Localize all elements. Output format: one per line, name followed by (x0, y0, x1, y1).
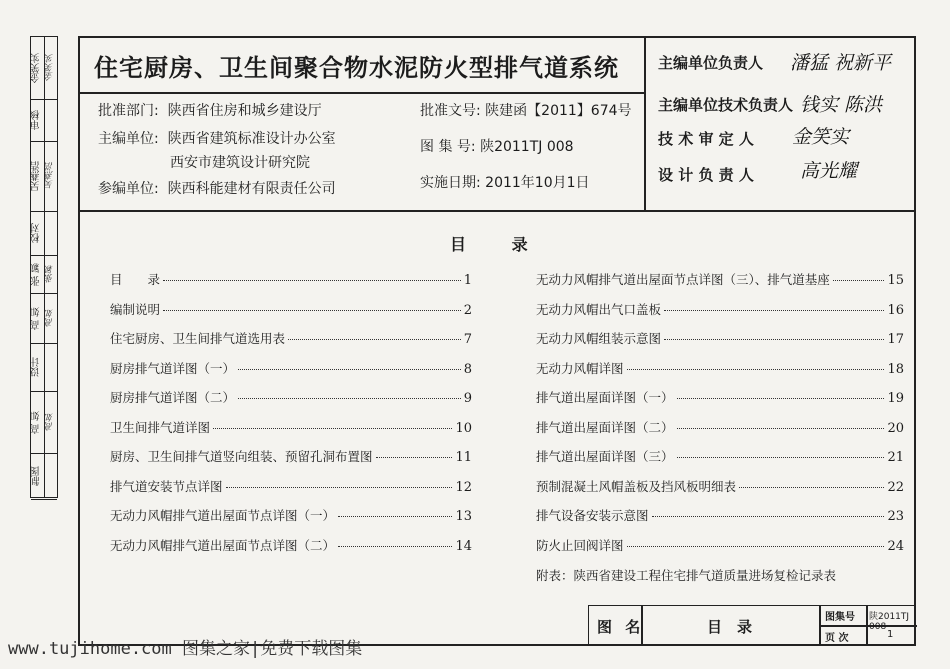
toc-page: 15 (887, 273, 904, 288)
leader-dots (677, 428, 885, 429)
leader-dots (163, 310, 461, 311)
side-label: 校对 (31, 223, 42, 243)
toc-title: 排气设备安装示意图 (536, 508, 649, 523)
toc-entry[interactable] (536, 270, 904, 288)
toc-page: 23 (887, 509, 904, 524)
side-label: 审核 (31, 110, 42, 130)
toc-page: 20 (887, 420, 904, 436)
toc-title: 无动力风帽详图 (536, 360, 624, 376)
label: 实施日期: (420, 175, 481, 191)
toc-entry[interactable] (536, 477, 904, 495)
toc-title: 排气道出屋面详图（一） (536, 390, 674, 405)
toc-entry[interactable] (110, 418, 472, 436)
side-label: 吴燕浩 (31, 161, 42, 191)
toc-page: 16 (887, 302, 904, 318)
toc-entry[interactable] (110, 300, 472, 318)
toc-page: 22 (887, 479, 904, 495)
doc-number: 陕建函【2011】674号 (485, 103, 632, 119)
toc-page: 9 (463, 391, 472, 406)
responsible-label: 主编单位负责人 (658, 54, 764, 72)
divider (644, 36, 646, 211)
side-signature: 张颖 (45, 265, 55, 283)
toc-title: 厨房排气道详图（一） (110, 360, 236, 376)
leader-dots (238, 398, 461, 399)
toc-title: 排气道出屋面详图（三） (536, 449, 674, 464)
leader-dots (664, 310, 884, 311)
responsible-label: 主编单位技术负责人 (658, 96, 794, 114)
leader-dots (226, 487, 453, 488)
label: 图 集 号: (420, 139, 476, 155)
toc-entry[interactable] (536, 536, 904, 554)
toc-entry[interactable] (110, 477, 472, 495)
toc-title: 编制说明 (110, 301, 161, 317)
toc-title: 无动力风帽排气道出屋面节点详图（一） (110, 508, 336, 523)
chief-unit-1: 陕西省建筑标准设计办公室 (167, 131, 336, 147)
label: 主编单位: (98, 131, 159, 147)
leader-dots (652, 516, 885, 517)
toc-page: 21 (887, 450, 904, 465)
toc-entry[interactable] (110, 506, 472, 524)
toc-page: 11 (455, 450, 472, 465)
watermark-footer: www.tujihome.com 图集之家|免费下载图集 (8, 639, 363, 659)
leader-dots (627, 369, 885, 370)
toc-page: 18 (887, 361, 904, 377)
label: 批准部门: (98, 103, 159, 119)
toc-entry[interactable] (110, 270, 472, 288)
leader-dots (376, 457, 453, 458)
chief-unit-2: 西安市建筑设计研究院 (170, 155, 310, 171)
appendix-text: 附表：陕西省建设工程住宅排气道质量进场复检记录表 (536, 568, 837, 583)
label: 参编单位: (98, 181, 159, 197)
toc-page: 19 (887, 391, 904, 406)
toc-entry[interactable] (536, 388, 904, 406)
signature: 钱实 陈洪 (800, 94, 883, 116)
toc-page: 8 (463, 361, 472, 377)
toc-title: 排气道安装节点详图 (110, 478, 223, 494)
toc-page: 17 (887, 332, 904, 347)
toc-title: 厨房排气道详图（二） (110, 390, 236, 405)
drawing-name-label: 图 名 (597, 618, 645, 636)
toc-title: 预制混凝土风帽盖板及挡风板明细表 (536, 478, 737, 494)
toc-title: 卫生间排气道详图 (110, 419, 211, 435)
signature: 金笑实 (792, 126, 850, 148)
leader-dots (677, 457, 885, 458)
atlas-number: 陕2011TJ 008 (480, 139, 574, 155)
side-label: 高 如 (31, 410, 42, 434)
page-title: 住宅厨房、卫生间聚合物水泥防火型排气道系统 (94, 54, 619, 82)
toc-page: 13 (455, 509, 472, 524)
toc-page: 24 (887, 538, 904, 554)
label: 批准文号: (420, 103, 481, 119)
effective-date: 2011年10月1日 (485, 175, 590, 191)
toc-page: 12 (455, 479, 472, 495)
side-signature: 高如 (45, 309, 55, 327)
toc-page: 10 (455, 420, 472, 436)
toc-title: 无动力风帽组装示意图 (536, 331, 662, 346)
toc-entry[interactable] (536, 300, 904, 318)
leader-dots (338, 546, 452, 547)
leader-dots (163, 280, 461, 281)
toc-entry[interactable] (536, 329, 904, 347)
approval-dept: 陕西省住房和城乡建设厅 (167, 103, 322, 119)
drawing-name: 目 录 (707, 618, 753, 636)
side-signature: 高如 (45, 413, 55, 431)
side-label: 制图 (31, 466, 42, 486)
toc-entry[interactable] (110, 329, 472, 347)
toc-page: 14 (455, 538, 472, 554)
side-signature-bar (30, 36, 58, 498)
side-label: 张 颖 (31, 262, 42, 286)
toc-page: 2 (463, 302, 472, 318)
side-label: 设计 (31, 357, 42, 377)
toc-title: 排气道出屋面详图（二） (536, 419, 674, 435)
side-label: 金笑实 (31, 53, 42, 83)
leader-dots (213, 428, 452, 429)
toc-title: 住宅厨房、卫生间排气道选用表 (110, 331, 286, 346)
toc-title: 无动力风帽出气口盖板 (536, 301, 662, 317)
toc-entry[interactable] (110, 536, 472, 554)
side-signature: 吴燕浩 (45, 162, 55, 190)
responsible-label: 技 术 审 定 人 (658, 130, 754, 148)
signature: 潘猛 祝新平 (790, 52, 892, 74)
page-value: 1 (887, 629, 894, 640)
atlas-value: 陕2011TJ 008 (869, 612, 910, 632)
toc-entry[interactable] (110, 447, 472, 465)
side-label: 高 如 (31, 306, 42, 330)
appendix-entry (536, 566, 836, 584)
toc-title: 无动力风帽排气道出屋面节点详图（二） (110, 537, 336, 553)
toc-title: 防火止回阀详图 (536, 537, 624, 553)
toc-heading: 目 录 (450, 235, 548, 254)
toc-title: 目 录 (110, 272, 161, 287)
page-label: 页 次 (825, 633, 849, 644)
leader-dots (288, 339, 461, 340)
signature: 高光耀 (800, 160, 858, 182)
toc-entry[interactable] (110, 388, 472, 406)
leader-dots (833, 280, 885, 281)
toc-entry[interactable] (536, 506, 904, 524)
toc-title: 无动力风帽排气道出屋面节点详图（三）、排气道基座 (536, 272, 830, 287)
leader-dots (238, 369, 461, 370)
leader-dots (739, 487, 884, 488)
leader-dots (338, 516, 452, 517)
side-signature: 金笑实 (45, 54, 55, 82)
responsible-label: 设 计 负 责 人 (658, 166, 754, 184)
toc-title: 厨房、卫生间排气道竖向组装、预留孔洞布置图 (110, 449, 373, 464)
divider (78, 92, 644, 94)
toc-entry[interactable] (110, 359, 472, 377)
leader-dots (664, 339, 884, 340)
toc-entry[interactable] (536, 359, 904, 377)
leader-dots (627, 546, 885, 547)
toc-page: 1 (463, 273, 472, 288)
leader-dots (677, 398, 885, 399)
title-block (588, 605, 916, 646)
atlas-label: 图集号 (825, 612, 855, 623)
toc-entry[interactable] (536, 447, 904, 465)
co-unit: 陕西科能建材有限责任公司 (167, 181, 336, 197)
divider (78, 210, 916, 212)
toc-page: 7 (463, 332, 472, 347)
toc-entry[interactable] (536, 418, 904, 436)
